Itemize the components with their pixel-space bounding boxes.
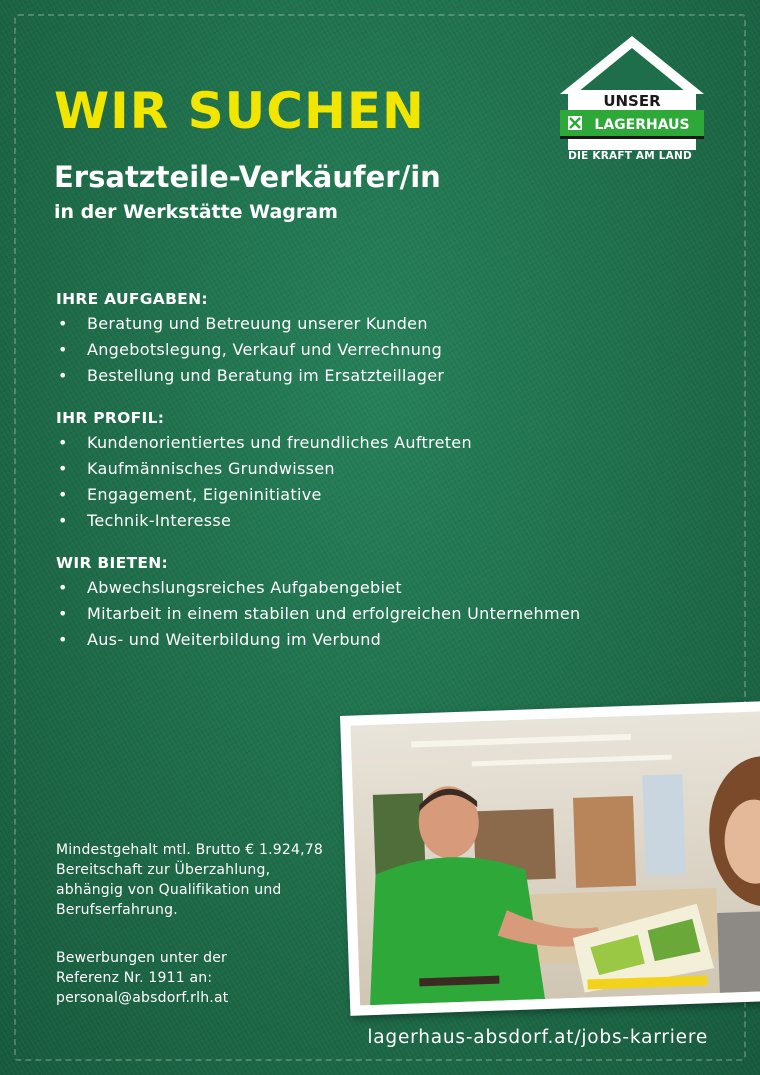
- application-info: Bewerbungen unter der Referenz Nr. 1911 an: personal@absdorf.rlh.at: [56, 950, 229, 1006]
- list-item: • Kaufmännisches Grundwissen: [56, 456, 696, 482]
- list-item: • Technik-Interesse: [56, 508, 696, 534]
- bullet-list: [56, 575, 696, 653]
- bullet-list: [56, 311, 696, 389]
- salary-info: Mindestgehalt mtl. Brutto € 1.924,78 Bereitschaft zur Überzahlung, abhängig von Qualifikation und Berufserfahrung.: [56, 842, 323, 918]
- job-sections: [56, 290, 696, 673]
- list-item: • Aus- und Weiterbildung im Verbund: [56, 627, 696, 653]
- section-profile: [56, 409, 696, 534]
- logo-line2: LAGERHAUS: [594, 117, 690, 133]
- logo-line1: UNSER: [603, 92, 661, 110]
- logo-tagline: DIE KRAFT AM LAND: [568, 150, 692, 162]
- list-item: • Bestellung und Beratung im Ersatzteillager: [56, 363, 696, 389]
- bullet-list: [56, 430, 696, 534]
- section-tasks: [56, 290, 696, 389]
- list-item: • Angebotslegung, Verkauf und Verrechnung: [56, 337, 696, 363]
- list-item: • Kundenorientiertes und freundliches Auftreten: [56, 430, 696, 456]
- list-item: • Abwechslungsreiches Aufgabengebiet: [56, 575, 696, 601]
- logo-house-icon: [556, 34, 708, 152]
- job-location: in der Werkstätte Wagram: [54, 201, 338, 223]
- job-title: Ersatzteile-Verkäufer/in: [54, 160, 441, 194]
- salesperson-photo: [340, 701, 760, 1016]
- photo-illustration: [350, 711, 760, 1005]
- raiffeisen-cross-icon: [568, 116, 582, 130]
- section-heading: IHR PROFIL:: [56, 409, 165, 427]
- list-item: • Engagement, Eigeninitiative: [56, 482, 696, 508]
- website-link[interactable]: lagerhaus-absdorf.at/jobs-karriere: [367, 1027, 708, 1048]
- section-offer: [56, 554, 696, 653]
- headline: WIR SUCHEN: [54, 82, 425, 140]
- section-heading: WIR BIETEN:: [56, 554, 168, 572]
- lagerhaus-logo: [556, 34, 708, 168]
- section-heading: IHRE AUFGABEN:: [56, 290, 208, 308]
- list-item: • Beratung und Betreuung unserer Kunden: [56, 311, 696, 337]
- list-item: • Mitarbeit in einem stabilen und erfolgreichen Unternehmen: [56, 601, 696, 627]
